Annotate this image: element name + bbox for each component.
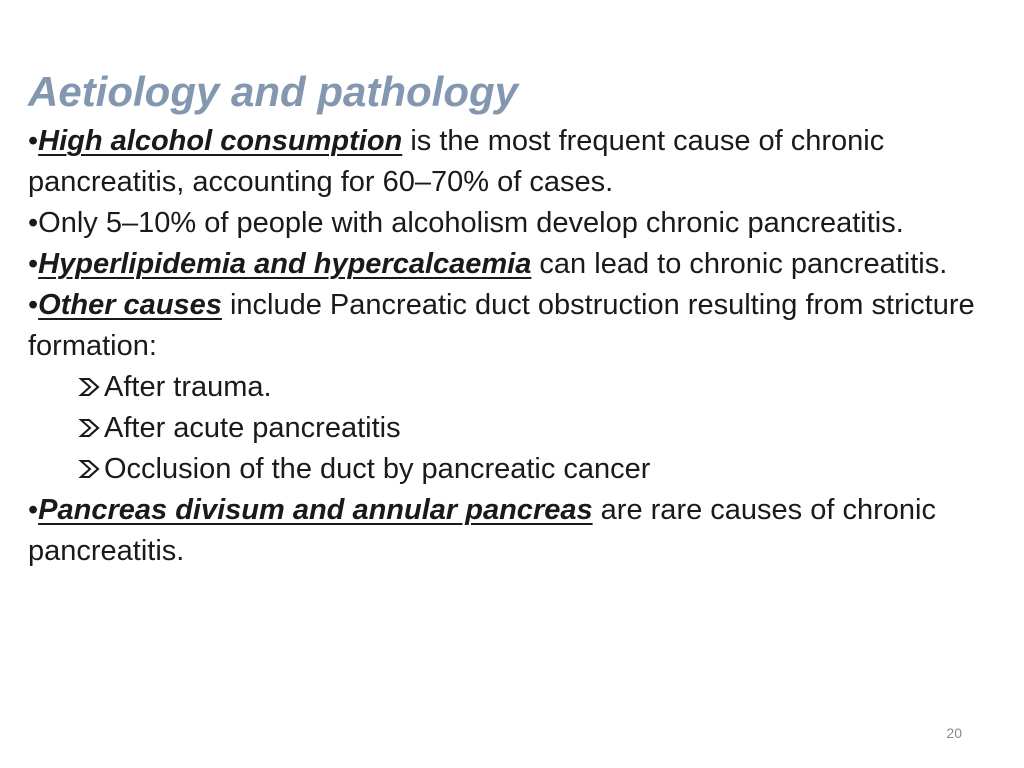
bullet-lead-term: Pancreas divisum and annular pancreas [38,494,593,526]
subbullet-item [28,408,998,449]
bullet-text: Only 5–10% of people with alcoholism develop chronic pancreatitis. [38,207,904,239]
bullet-alcoholism-rate [28,203,998,244]
subbullet-item [28,367,998,408]
bullet-lead-term: Hyperlipidemia and hypercalcaemia [38,248,532,280]
bullet-text: are rare causes of chronic pancreatitis. [28,494,936,567]
bullet-lead-term: High alcohol consumption [38,125,403,157]
subbullet-item [28,449,998,490]
arrow-right-icon [78,375,104,399]
bullet-marker: • [28,248,39,280]
slide-title: Aetiology and pathology [28,68,518,115]
arrow-right-icon [78,416,104,440]
page-number: 20 [946,725,962,741]
bullet-other-causes [28,285,998,367]
subbullet-text: After acute pancreatitis [104,412,401,444]
bullet-lead-term: Other causes [38,289,222,321]
bullet-text: include Pancreatic duct obstruction resulting from stricture formation: [28,289,975,362]
subbullet-text: After trauma. [104,371,272,403]
bullet-marker: • [28,494,39,526]
subbullet-text: Occlusion of the duct by pancreatic cancer [104,453,651,485]
bullet-marker: • [28,207,39,239]
arrow-right-icon [78,457,104,481]
bullet-hyperlipidemia [28,244,998,285]
bullet-alcohol [28,121,998,203]
bullet-text: is the most frequent cause of chronic pancreatitis, accounting for 60–70% of cases. [28,125,885,198]
slide-content [28,121,998,572]
bullet-marker: • [28,289,39,321]
bullet-marker: • [28,125,39,157]
bullet-pancreas-divisum [28,490,998,572]
bullet-text: can lead to chronic pancreatitis. [531,248,948,280]
